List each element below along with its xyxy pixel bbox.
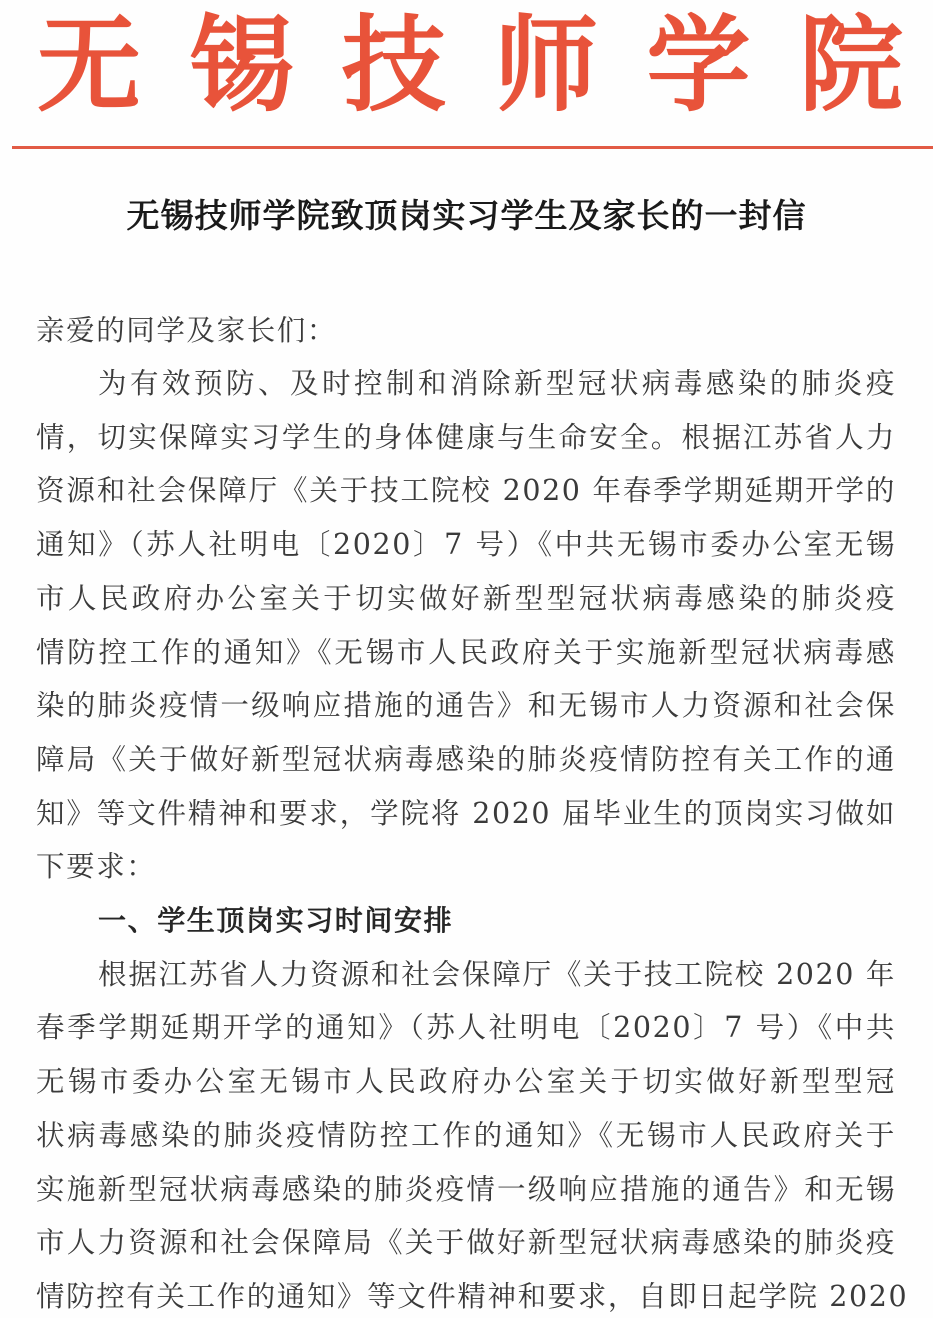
letterhead-char: 学 (646, 3, 751, 126)
paragraph-line: 市人力资源和社会保障局《关于做好新型冠状病毒感染的肺炎疫 (36, 1226, 896, 1259)
letterhead-char: 锡 (189, 3, 294, 126)
paragraph-line: 状病毒感染的肺炎疫情防控工作的通知》《无锡市人民政府关于 (36, 1119, 896, 1152)
paragraph-line: 染的肺炎疫情一级响应措施的通告》和无锡市人力资源和社会保 (36, 689, 896, 722)
paragraph-line: 情防控工作的通知》《无锡市人民政府关于实施新型冠状病毒感 (36, 636, 896, 669)
paragraph-line: 春季学期延期开学的通知》（苏人社明电〔2020〕7 号）《中共 (36, 1011, 896, 1044)
paragraph-line: 无锡市委办公室无锡市人民政府办公室关于切实做好新型型冠 (36, 1065, 896, 1098)
paragraph-line: 根据江苏省人力资源和社会保障厅《关于技工院校 2020 年 (98, 958, 896, 991)
paragraph-line: 情，切实保障实习学生的身体健康与生命安全。根据江苏省人力 (36, 421, 896, 454)
paragraph-line: 资源和社会保障厅《关于技工院校 2020 年春季学期延期开学的 (36, 474, 896, 507)
letter-body (36, 0, 909, 1318)
paragraph-line: 实施新型冠状病毒感染的肺炎疫情一级响应措施的通告》和无锡 (36, 1173, 896, 1206)
letterhead-char: 院 (798, 3, 903, 126)
section-heading: 一、学生顶岗实习时间安排 (98, 904, 454, 937)
paragraph-line: 知》等文件精神和要求，学院将 2020 届毕业生的顶岗实习做如 (36, 797, 896, 830)
salutation: 亲爱的同学及家长们： (36, 314, 338, 347)
paragraph-line: 下要求： (36, 850, 157, 883)
letterhead-char: 师 (494, 3, 599, 126)
letterhead-char: 技 (341, 3, 446, 126)
paragraph-line: 通知》（苏人社明电〔2020〕7 号）《中共无锡市委办公室无锡 (36, 528, 896, 561)
paragraph-line: 为有效预防、及时控制和消除新型冠状病毒感染的肺炎疫 (98, 367, 896, 400)
paragraph-line: 情防控有关工作的通知》等文件精神和要求，自即日起学院 2020 (36, 1280, 909, 1313)
letterhead-char: 无 (36, 3, 141, 126)
paragraph-line: 市人民政府办公室关于切实做好新型型冠状病毒感染的肺炎疫 (36, 582, 896, 615)
paragraph-line: 障局《关于做好新型冠状病毒感染的肺炎疫情防控有关工作的通 (36, 743, 896, 776)
document-title: 无锡技师学院致顶岗实习学生及家长的一封信 (126, 196, 807, 235)
